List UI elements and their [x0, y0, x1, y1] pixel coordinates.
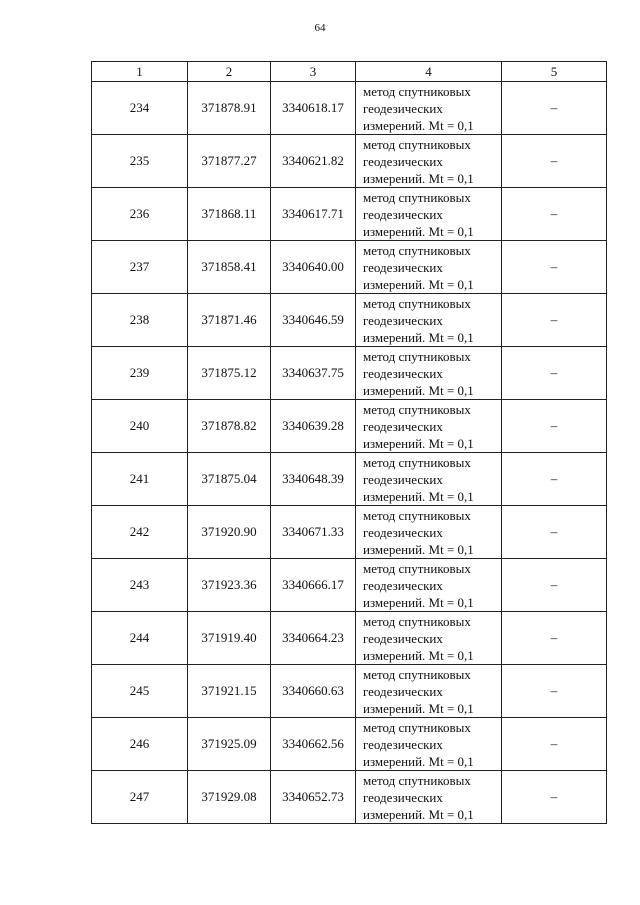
- y-coordinate-cell: 3340666.17: [271, 559, 356, 612]
- column-header-3: 3: [271, 62, 356, 82]
- method-cell: [356, 135, 502, 188]
- method-line-3: измерений. Mt = 0,1: [363, 435, 474, 451]
- y-coordinate-cell: 3340621.82: [271, 135, 356, 188]
- method-line-3: измерений. Mt = 0,1: [363, 541, 474, 557]
- point-number-cell: 243: [92, 559, 188, 612]
- x-coordinate-cell: 371878.91: [188, 82, 271, 135]
- method-line-1: метод спутниковых: [363, 772, 471, 788]
- table-row: [92, 453, 607, 506]
- method-cell: [356, 347, 502, 400]
- point-number-cell: 241: [92, 453, 188, 506]
- x-coordinate-cell: 371875.12: [188, 347, 271, 400]
- x-coordinate-cell: 371871.46: [188, 294, 271, 347]
- table-row: [92, 771, 607, 824]
- y-coordinate-cell: 3340664.23: [271, 612, 356, 665]
- column-5-cell: –: [502, 294, 607, 347]
- x-coordinate-cell: 371923.36: [188, 559, 271, 612]
- method-line-1: метод спутниковых: [363, 136, 471, 152]
- column-header-4: 4: [356, 62, 502, 82]
- method-line-2: геодезических: [363, 312, 443, 328]
- method-cell: [356, 612, 502, 665]
- method-line-3: измерений. Mt = 0,1: [363, 276, 474, 292]
- point-number-cell: 246: [92, 718, 188, 771]
- page-number: 64: [314, 22, 326, 34]
- x-coordinate-cell: 371878.82: [188, 400, 271, 453]
- x-coordinate-cell: 371919.40: [188, 612, 271, 665]
- method-line-2: геодезических: [363, 736, 443, 752]
- method-line-1: метод спутниковых: [363, 666, 471, 682]
- method-cell: [356, 718, 502, 771]
- method-line-2: геодезических: [363, 206, 443, 222]
- method-line-2: геодезических: [363, 630, 443, 646]
- column-5-cell: –: [502, 347, 607, 400]
- method-cell: [356, 188, 502, 241]
- point-number-cell: 237: [92, 241, 188, 294]
- point-number-cell: 236: [92, 188, 188, 241]
- method-line-3: измерений. Mt = 0,1: [363, 117, 474, 133]
- method-line-3: измерений. Mt = 0,1: [363, 223, 474, 239]
- x-coordinate-cell: 371877.27: [188, 135, 271, 188]
- point-number-cell: 235: [92, 135, 188, 188]
- column-5-cell: –: [502, 241, 607, 294]
- point-number-cell: 238: [92, 294, 188, 347]
- column-header-1: 1: [92, 62, 188, 82]
- column-5-cell: –: [502, 665, 607, 718]
- column-header-2: 2: [188, 62, 271, 82]
- method-cell: [356, 294, 502, 347]
- method-cell: [356, 665, 502, 718]
- table-row: [92, 506, 607, 559]
- x-coordinate-cell: 371921.15: [188, 665, 271, 718]
- y-coordinate-cell: 3340660.63: [271, 665, 356, 718]
- table-row: [92, 82, 607, 135]
- table-row: [92, 135, 607, 188]
- y-coordinate-cell: 3340662.56: [271, 718, 356, 771]
- method-line-3: измерений. Mt = 0,1: [363, 382, 474, 398]
- method-line-3: измерений. Mt = 0,1: [363, 647, 474, 663]
- y-coordinate-cell: 3340640.00: [271, 241, 356, 294]
- y-coordinate-cell: 3340646.59: [271, 294, 356, 347]
- method-line-1: метод спутниковых: [363, 613, 471, 629]
- table-header-row: [92, 62, 607, 82]
- point-number-cell: 239: [92, 347, 188, 400]
- method-line-1: метод спутниковых: [363, 295, 471, 311]
- method-line-2: геодезических: [363, 100, 443, 116]
- method-line-3: измерений. Mt = 0,1: [363, 594, 474, 610]
- method-line-3: измерений. Mt = 0,1: [363, 488, 474, 504]
- method-line-2: геодезических: [363, 683, 443, 699]
- method-cell: [356, 241, 502, 294]
- table-row: [92, 188, 607, 241]
- method-line-1: метод спутниковых: [363, 401, 471, 417]
- method-line-1: метод спутниковых: [363, 719, 471, 735]
- point-number-cell: 240: [92, 400, 188, 453]
- method-line-1: метод спутниковых: [363, 189, 471, 205]
- table-row: [92, 294, 607, 347]
- point-number-cell: 245: [92, 665, 188, 718]
- method-line-2: геодезических: [363, 259, 443, 275]
- method-line-3: измерений. Mt = 0,1: [363, 753, 474, 769]
- y-coordinate-cell: 3340618.17: [271, 82, 356, 135]
- table-body: [92, 82, 607, 824]
- column-5-cell: –: [502, 82, 607, 135]
- y-coordinate-cell: 3340652.73: [271, 771, 356, 824]
- method-line-3: измерений. Mt = 0,1: [363, 806, 474, 822]
- method-cell: [356, 771, 502, 824]
- method-cell: [356, 453, 502, 506]
- y-coordinate-cell: 3340637.75: [271, 347, 356, 400]
- method-line-3: измерений. Mt = 0,1: [363, 329, 474, 345]
- method-cell: [356, 82, 502, 135]
- method-line-1: метод спутниковых: [363, 242, 471, 258]
- point-number-cell: 234: [92, 82, 188, 135]
- column-5-cell: –: [502, 612, 607, 665]
- method-line-2: геодезических: [363, 577, 443, 593]
- method-cell: [356, 400, 502, 453]
- y-coordinate-cell: 3340648.39: [271, 453, 356, 506]
- x-coordinate-cell: 371868.11: [188, 188, 271, 241]
- method-line-2: геодезических: [363, 418, 443, 434]
- method-line-1: метод спутниковых: [363, 454, 471, 470]
- x-coordinate-cell: 371920.90: [188, 506, 271, 559]
- column-5-cell: –: [502, 559, 607, 612]
- y-coordinate-cell: 3340639.28: [271, 400, 356, 453]
- method-cell: [356, 506, 502, 559]
- method-line-1: метод спутниковых: [363, 560, 471, 576]
- method-line-2: геодезических: [363, 365, 443, 381]
- column-header-5: 5: [502, 62, 607, 82]
- table-row: [92, 347, 607, 400]
- table-row: [92, 718, 607, 771]
- method-cell: [356, 559, 502, 612]
- method-line-2: геодезических: [363, 524, 443, 540]
- column-5-cell: –: [502, 771, 607, 824]
- y-coordinate-cell: 3340617.71: [271, 188, 356, 241]
- x-coordinate-cell: 371929.08: [188, 771, 271, 824]
- coordinates-table: [91, 61, 607, 824]
- table-row: [92, 665, 607, 718]
- x-coordinate-cell: 371925.09: [188, 718, 271, 771]
- column-5-cell: –: [502, 453, 607, 506]
- column-5-cell: –: [502, 135, 607, 188]
- method-line-1: метод спутниковых: [363, 507, 471, 523]
- y-coordinate-cell: 3340671.33: [271, 506, 356, 559]
- method-line-2: геодезических: [363, 789, 443, 805]
- method-line-1: метод спутниковых: [363, 83, 471, 99]
- method-line-2: геодезических: [363, 153, 443, 169]
- method-line-3: измерений. Mt = 0,1: [363, 700, 474, 716]
- point-number-cell: 242: [92, 506, 188, 559]
- column-5-cell: –: [502, 718, 607, 771]
- column-5-cell: –: [502, 400, 607, 453]
- table-row: [92, 559, 607, 612]
- point-number-cell: 244: [92, 612, 188, 665]
- method-line-3: измерений. Mt = 0,1: [363, 170, 474, 186]
- x-coordinate-cell: 371858.41: [188, 241, 271, 294]
- table-row: [92, 241, 607, 294]
- method-line-1: метод спутниковых: [363, 348, 471, 364]
- table-row: [92, 612, 607, 665]
- point-number-cell: 247: [92, 771, 188, 824]
- method-line-2: геодезических: [363, 471, 443, 487]
- column-5-cell: –: [502, 506, 607, 559]
- x-coordinate-cell: 371875.04: [188, 453, 271, 506]
- table-row: [92, 400, 607, 453]
- column-5-cell: –: [502, 188, 607, 241]
